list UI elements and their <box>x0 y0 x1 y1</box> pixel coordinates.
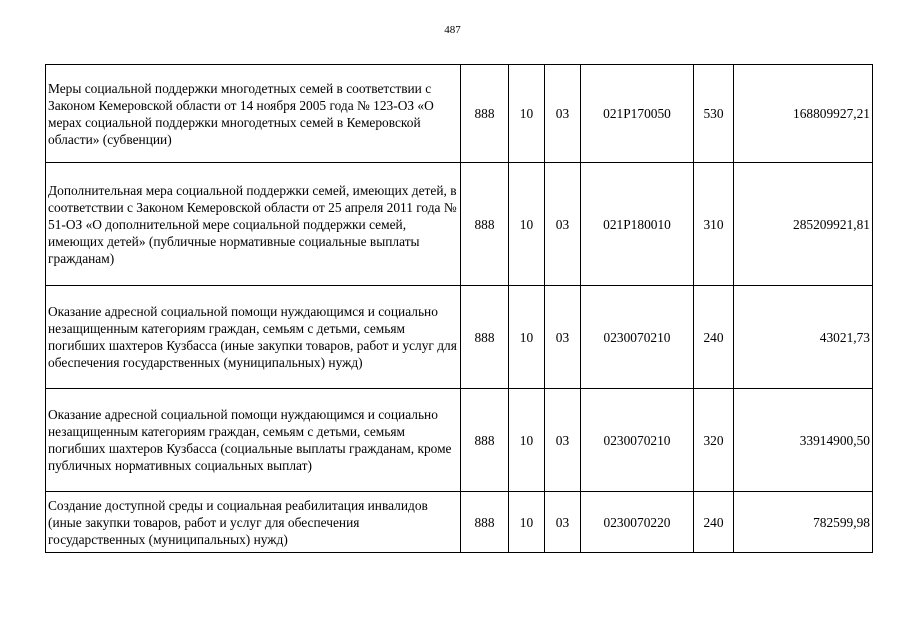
expense-name-cell: Оказание адресной социальной помощи нуждающимся и социально незащищенным категориям граждан, семьям с детьми, семьям погибших шахтеров Кузбасса (иные закупки товаров, работ и услуг для обеспечения государственных (муниципальных) нужд) <box>46 286 461 389</box>
expense-name-cell: Оказание адресной социальной помощи нуждающимся и социально незащищенным категориям граждан, семьям с детьми, семьям погибших шахтеров Кузбасса (социальные выплаты гражданам, кроме публичных нормативных социальных выплат) <box>46 389 461 492</box>
section-code-cell: 10 <box>509 65 545 163</box>
ministry-code-cell: 888 <box>461 65 509 163</box>
subsection-code-cell: 03 <box>545 492 581 553</box>
expense-type-cell: 240 <box>694 492 734 553</box>
section-code-cell: 10 <box>509 389 545 492</box>
subsection-code-cell: 03 <box>545 389 581 492</box>
budget-table <box>45 64 873 553</box>
table-row <box>46 286 873 389</box>
target-article-cell: 021P180010 <box>581 163 694 286</box>
subsection-code-cell: 03 <box>545 286 581 389</box>
target-article-cell: 021P170050 <box>581 65 694 163</box>
table-row <box>46 65 873 163</box>
amount-cell: 168809927,21 <box>734 65 873 163</box>
expense-name-cell: Дополнительная мера социальной поддержки семей, имеющих детей, в соответствии с Законом Кемеровской области от 25 апреля 2011 года № 51-ОЗ «О дополнительной мере социальной поддержки семей, имеющих детей» (публичные нормативные социальные выплаты гражданам) <box>46 163 461 286</box>
target-article-cell: 0230070210 <box>581 286 694 389</box>
amount-cell: 782599,98 <box>734 492 873 553</box>
page-number: 487 <box>444 24 461 36</box>
subsection-code-cell: 03 <box>545 65 581 163</box>
expense-type-cell: 240 <box>694 286 734 389</box>
subsection-code-cell: 03 <box>545 163 581 286</box>
expense-type-cell: 320 <box>694 389 734 492</box>
expense-name-cell: Создание доступной среды и социальная реабилитация инвалидов (иные закупки товаров, работ и услуг для обеспечения государственных (муниципальных) нужд) <box>46 492 461 553</box>
expense-type-cell: 310 <box>694 163 734 286</box>
section-code-cell: 10 <box>509 286 545 389</box>
section-code-cell: 10 <box>509 163 545 286</box>
table-row <box>46 163 873 286</box>
ministry-code-cell: 888 <box>461 492 509 553</box>
section-code-cell: 10 <box>509 492 545 553</box>
amount-cell: 33914900,50 <box>734 389 873 492</box>
target-article-cell: 0230070220 <box>581 492 694 553</box>
ministry-code-cell: 888 <box>461 163 509 286</box>
amount-cell: 285209921,81 <box>734 163 873 286</box>
table-row <box>46 389 873 492</box>
table-row <box>46 492 873 553</box>
target-article-cell: 0230070210 <box>581 389 694 492</box>
expense-name-cell: Меры социальной поддержки многодетных семей в соответствии с Законом Кемеровской области от 14 ноября 2005 года № 123-ОЗ «О мерах социальной поддержки многодетных семей в Кемеровской области» (субвенции) <box>46 65 461 163</box>
expense-type-cell: 530 <box>694 65 734 163</box>
ministry-code-cell: 888 <box>461 286 509 389</box>
amount-cell: 43021,73 <box>734 286 873 389</box>
ministry-code-cell: 888 <box>461 389 509 492</box>
